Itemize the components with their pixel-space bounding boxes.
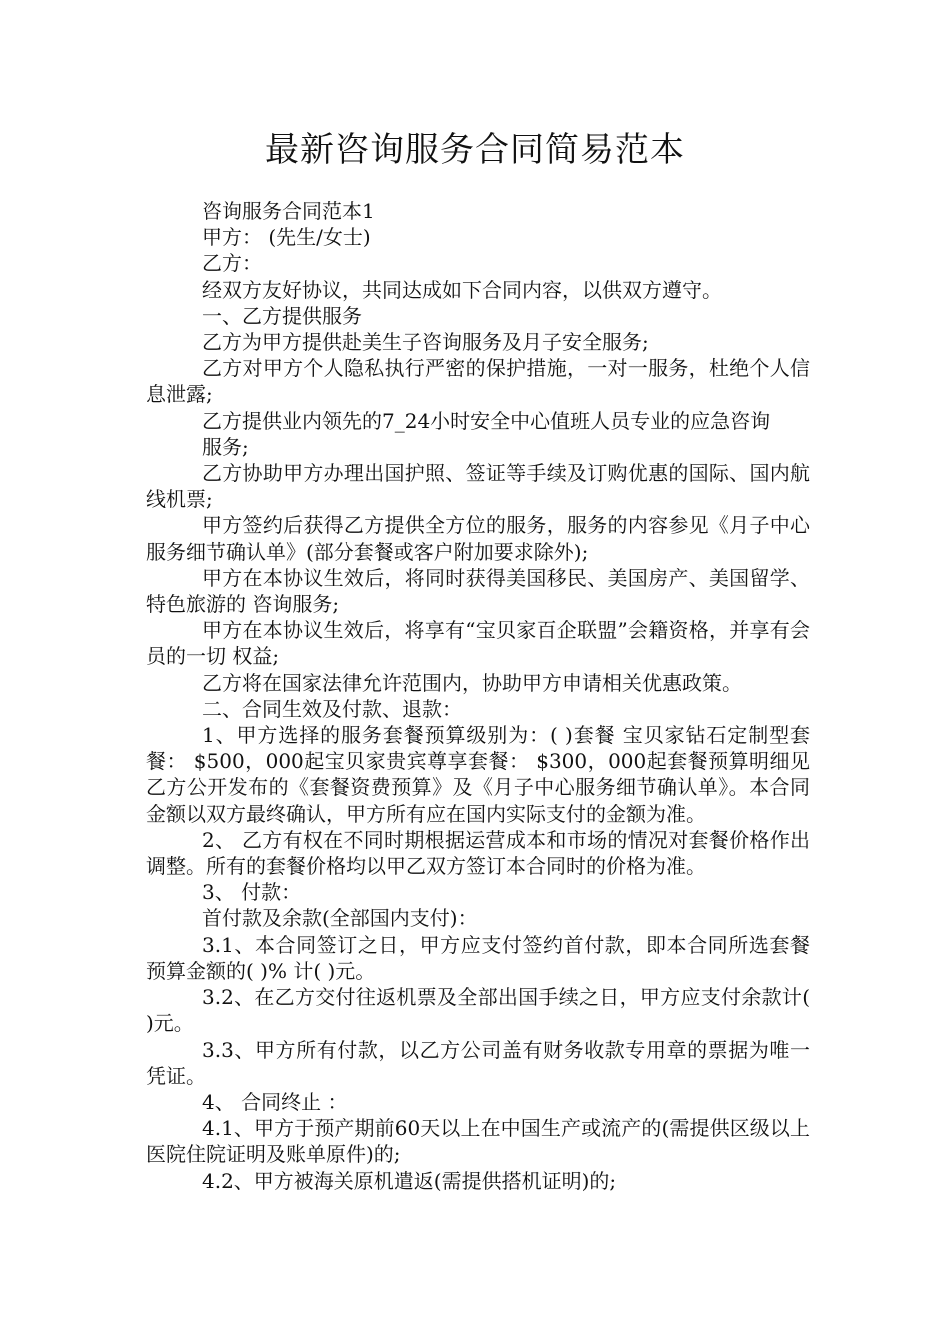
paragraph: 乙方为甲方提供赴美生子咨询服务及月子安全服务; <box>202 330 649 355</box>
paragraph: 4.1、甲方于预产期前60天以上在中国生产或流产的(需提供区级以上医院住院证明及账单原件)的; <box>146 1116 810 1167</box>
paragraph: 3.1、本合同签订之日，甲方应支付签约首付款，即本合同所选套餐预算金额的( )% 计( )元。 <box>146 932 810 983</box>
paragraph: 首付款及余款(全部国内支付)： <box>202 906 478 931</box>
paragraph: 乙方： <box>202 251 262 276</box>
paragraph: 甲方签约后获得乙方提供全方位的服务，服务的内容参见《月子中心 服务细节确认单》(部分套餐或客户附加要求除外); <box>146 513 810 564</box>
document-body <box>146 198 810 1194</box>
paragraph: 乙方协助甲方办理出国护照、签证等手续及订购优惠的国际、国内航线机票; <box>146 461 810 512</box>
paragraph: 甲方在本协议生效后，将同时获得美国移民、美国房产、美国留学、特色旅游的 咨询服务; <box>146 565 810 617</box>
paragraph: 3、 付款： <box>202 880 302 905</box>
paragraph: 一、乙方提供服务 <box>202 303 362 328</box>
paragraph: 2、 乙方有权在不同时期根据运营成本和市场的情况对套餐价格作出调整。所有的套餐价格均以甲乙双方签订本合同时的价格为准。 <box>146 827 810 879</box>
paragraph: 甲方在本协议生效后，将享有“宝贝家百企联盟”会籍资格，并享有会员的一切 权益; <box>146 618 810 669</box>
paragraph: 咨询服务合同范本1 <box>202 199 375 223</box>
paragraph: 乙方提供业内领先的7_24小时安全中心值班人员专业的应急咨询 <box>202 408 771 433</box>
paragraph: 甲方： (先生/女士) <box>202 225 371 250</box>
paragraph: 4、 合同终止 ： <box>202 1089 348 1114</box>
paragraph: 1、甲方选择的服务套餐预算级别为：( )套餐 宝贝家钻石定制型套餐： $500，000起宝贝家贵宾尊享套餐： $300，000起套餐预算明细见乙方公开发布的《套餐资费预算》及《月子中心服务细节确认单》。本合同金额以双方最终确认，甲方所有应在国内实际支付的金额为准。 <box>146 723 810 826</box>
paragraph: 4.2、甲方被海关原机遣返(需提供搭机证明)的; <box>202 1168 617 1193</box>
paragraph: 3.3、甲方所有付款，以乙方公司盖有财务收款专用章的票据为唯一凭证。 <box>146 1037 810 1088</box>
paragraph: 乙方对甲方个人隐私执行严密的保护措施，一对一服务，杜绝个人信息泄露; <box>146 356 810 407</box>
document-title: 最新咨询服务合同简易范本 <box>265 130 685 170</box>
paragraph: 二、合同生效及付款、退款： <box>202 696 462 721</box>
paragraph: 经双方友好协议，共同达成如下合同内容，以供双方遵守。 <box>202 277 722 302</box>
paragraph: 3.2、在乙方交付往返机票及全部出国手续之日，甲方应支付余款计( )元。 <box>146 985 810 1036</box>
paragraph: 服务; <box>202 434 249 459</box>
paragraph: 乙方将在国家法律允许范围内，协助甲方申请相关优惠政策。 <box>202 670 742 695</box>
